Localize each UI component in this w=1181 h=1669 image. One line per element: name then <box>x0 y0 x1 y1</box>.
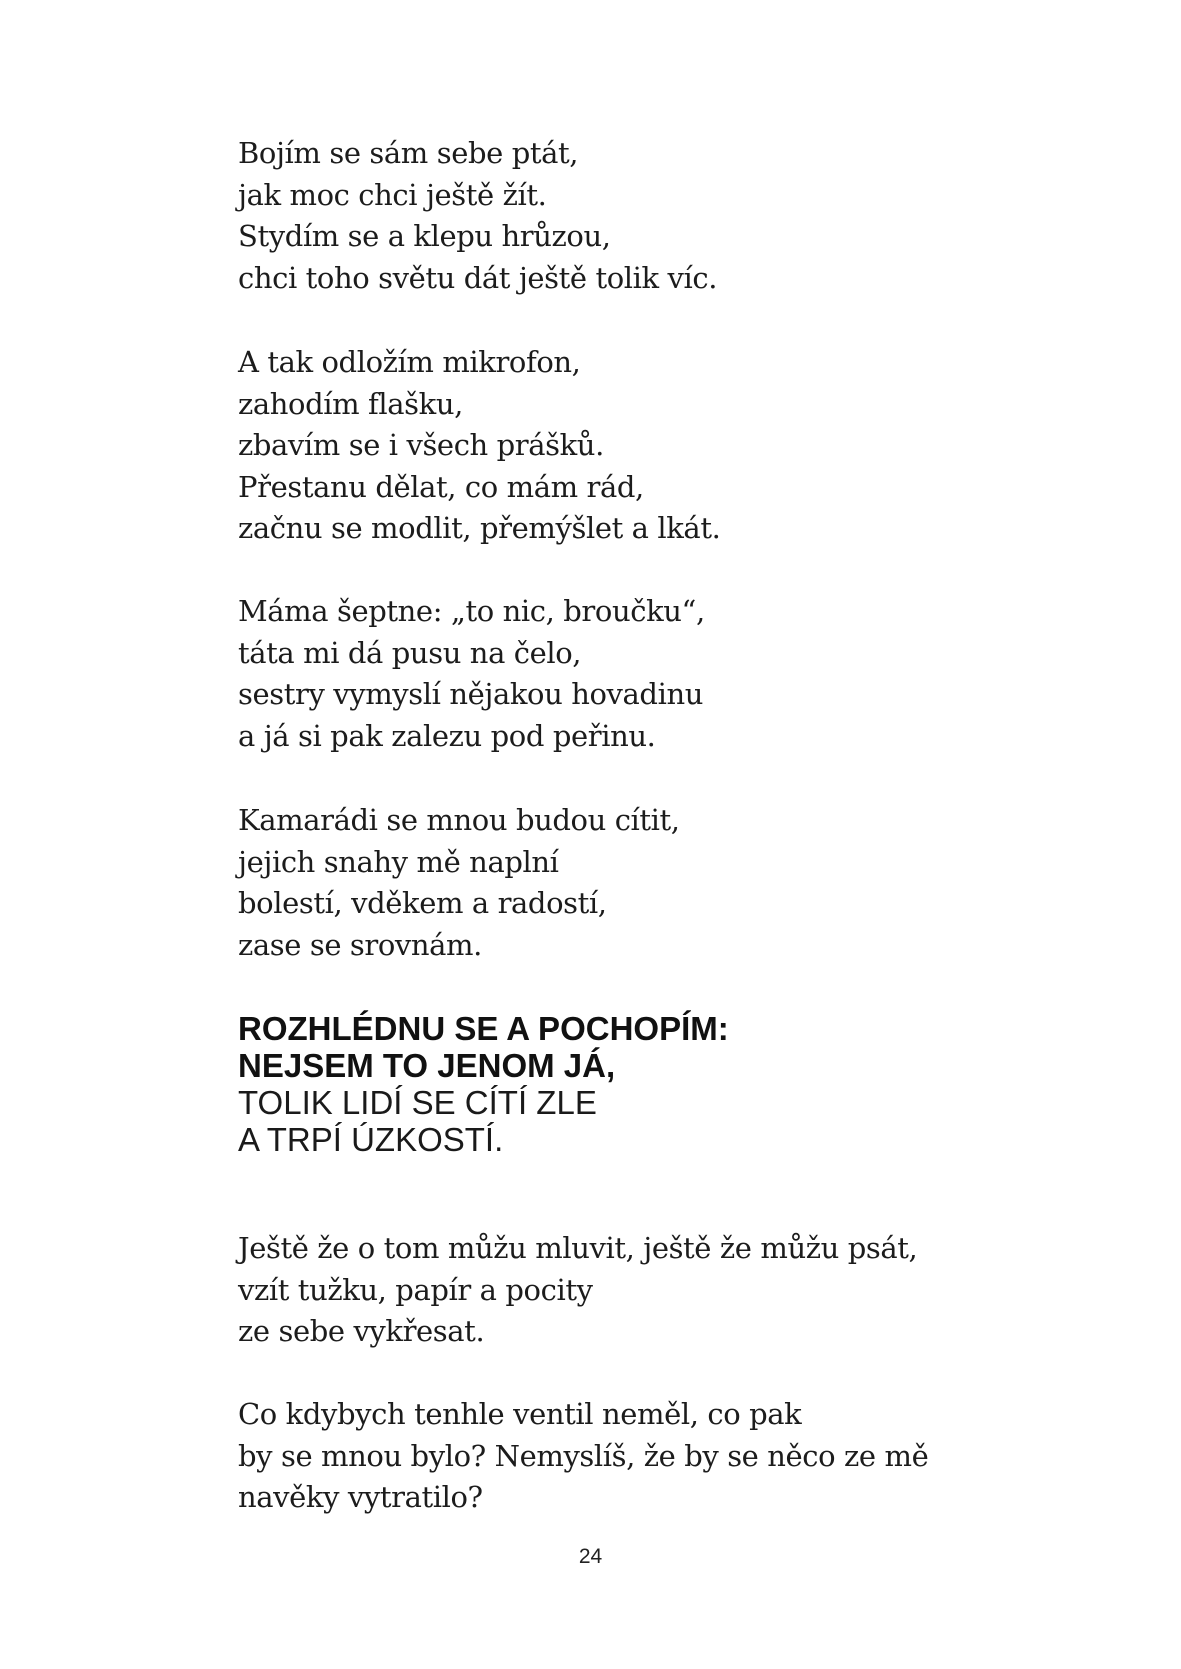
stanza-2 <box>238 342 720 550</box>
stanza-1 <box>238 133 717 299</box>
poem-line: začnu se modlit, přemýšlet a lkát. <box>238 511 721 545</box>
poem-line: zahodím flašku, <box>238 386 463 421</box>
stanza-4 <box>238 800 680 966</box>
poem-line: Přestanu dělat, co mám rád, <box>238 469 644 504</box>
poem-line: navěky vytratilo? <box>238 1480 483 1514</box>
poem-line: Stydím se a klepu hrůzou, <box>238 219 611 253</box>
poem-line: a já si pak zalezu pod peřinu. <box>238 718 656 753</box>
highlight-light-line: TOLIK LIDÍ SE CÍTÍ ZLE <box>238 1084 597 1121</box>
poem-line: jejich snahy mě naplní <box>238 844 559 879</box>
stanza-3 <box>238 591 705 757</box>
poem-line: Co kdybych tenhle ventil neměl, co pak <box>238 1397 802 1431</box>
poem-line: ze sebe vykřesat. <box>238 1314 485 1348</box>
poem-line: Máma šeptne: „to nic, broučku“, <box>238 594 705 628</box>
page-number: 24 <box>578 1545 603 1568</box>
poem-line: zbavím se i všech prášků. <box>238 428 604 462</box>
highlight-bold-line: ROZHLÉDNU SE A POCHOPÍM: <box>238 1010 729 1047</box>
highlight-bold-line: NEJSEM TO JENOM JÁ, <box>238 1047 616 1084</box>
poem-line: by se mnou bylo? Nemyslíš, že by se něco ze mě <box>238 1438 929 1473</box>
poem-line: Bojím se sám sebe ptát, <box>238 136 579 170</box>
poem-line: zase se srovnám. <box>238 927 482 962</box>
stanza-5 <box>238 1228 917 1353</box>
poem-line: chci toho světu dát ještě tolik víc. <box>238 260 718 295</box>
poem-line: Kamarádi se mnou budou cítit, <box>238 803 680 837</box>
poem-line: bolestí, vděkem a radostí, <box>238 886 607 920</box>
poem-line: sestry vymyslí nějakou hovadinu <box>238 677 703 711</box>
stanza-6 <box>238 1394 928 1519</box>
poem-line: A tak odložím mikrofon, <box>238 345 581 379</box>
poem-line: Ještě že o tom můžu mluvit, ještě že můžu psát, <box>238 1231 918 1265</box>
highlight-block <box>238 1010 729 1158</box>
poem-line: táta mi dá pusu na čelo, <box>238 635 582 670</box>
poem-line: vzít tužku, papír a pocity <box>238 1272 593 1307</box>
highlight-light-line: A TRPÍ ÚZKOSTÍ. <box>238 1121 504 1158</box>
poem-line: jak moc chci ještě žít. <box>238 177 547 212</box>
